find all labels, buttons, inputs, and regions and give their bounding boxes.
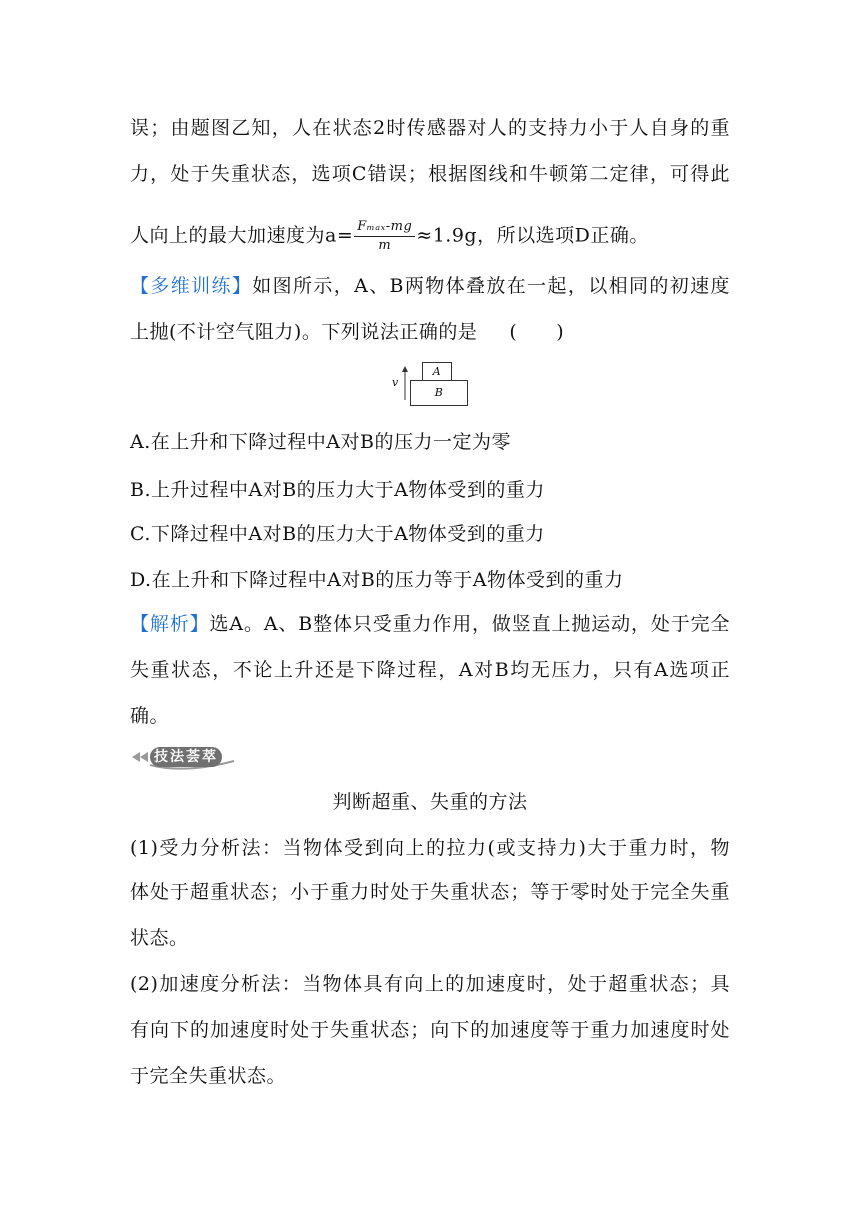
exercise-text-2: 上抛(不计空气阻力)。下列说法正确的是 xyxy=(130,321,478,343)
analysis-line-3: 确。 xyxy=(130,705,170,727)
option-d: D.在上升和下降过程中A对B的压力等于A物体受到的重力 xyxy=(130,569,624,591)
solution-line-2: 力，处于失重状态，选项C错误；根据图线和牛顿第二定律，可得此 xyxy=(130,163,730,185)
solution-line-1: 误；由题图乙知，人在状态2时传感器对人的支持力小于人自身的重 xyxy=(130,117,730,139)
answer-paren: ( ) xyxy=(509,321,565,343)
method-p2-line-1: (2)加速度分析法：当物体具有向上的加速度时，处于超重状态；具 xyxy=(130,973,730,995)
block-b-label: B xyxy=(434,386,444,399)
solution-line-3-pre: 人向上的最大加速度为a= xyxy=(130,224,354,247)
exercise-line-1 xyxy=(130,274,730,298)
acceleration-fraction xyxy=(354,220,415,253)
badge-label: 技法荟萃 xyxy=(150,747,222,767)
analysis-text-1: 选A。A、B整体只受重力作用，做竖直上抛运动，处于完全 xyxy=(209,613,730,635)
method-p1-line-3: 状态。 xyxy=(130,927,189,949)
fraction-denominator: m xyxy=(378,238,392,253)
block-a-label: A xyxy=(432,365,442,378)
method-title: 判断超重、失重的方法 xyxy=(332,791,528,813)
option-b: B.上升过程中A对B的压力大于A物体受到的重力 xyxy=(130,479,545,501)
velocity-label: v xyxy=(392,376,399,389)
option-c: C.下降过程中A对B的压力大于A物体受到的重力 xyxy=(130,523,545,545)
fraction-numerator: Fₘₐₓ-mg xyxy=(354,220,415,237)
solution-line-3-post: ≈1.9g，所以选项D正确。 xyxy=(416,224,649,247)
option-a: A.在上升和下降过程中A对B的压力一定为零 xyxy=(130,431,511,453)
method-p2-line-2: 有向下的加速度时处于失重状态；向下的加速度等于重力加速度时处 xyxy=(130,1019,730,1041)
method-p1-line-2: 体处于超重状态；小于重力时处于失重状态；等于零时处于完全失重 xyxy=(130,881,730,903)
analysis-line-1 xyxy=(130,612,730,636)
block-a xyxy=(422,362,452,382)
solution-line-3 xyxy=(130,220,730,253)
method-p1-line-1: (1)受力分析法：当物体受到向上的拉力(或支持力)大于重力时，物 xyxy=(130,837,730,859)
analysis-line-2: 失重状态，不论上升还是下降过程，A对B均无压力，只有A选项正 xyxy=(130,659,730,681)
analysis-tag: 【解析】 xyxy=(130,613,210,635)
exercise-line-2 xyxy=(130,320,730,344)
velocity-arrow-icon xyxy=(401,366,409,402)
stacked-blocks-figure xyxy=(392,362,472,406)
method-p2-line-3: 于完全失重状态。 xyxy=(130,1065,287,1087)
method-badge xyxy=(130,744,240,770)
exercise-tag: 【多维训练】 xyxy=(130,275,253,297)
exercise-text-1: 如图所示，A、B两物体叠放在一起，以相同的初速度 xyxy=(252,275,730,297)
block-b xyxy=(410,380,468,406)
